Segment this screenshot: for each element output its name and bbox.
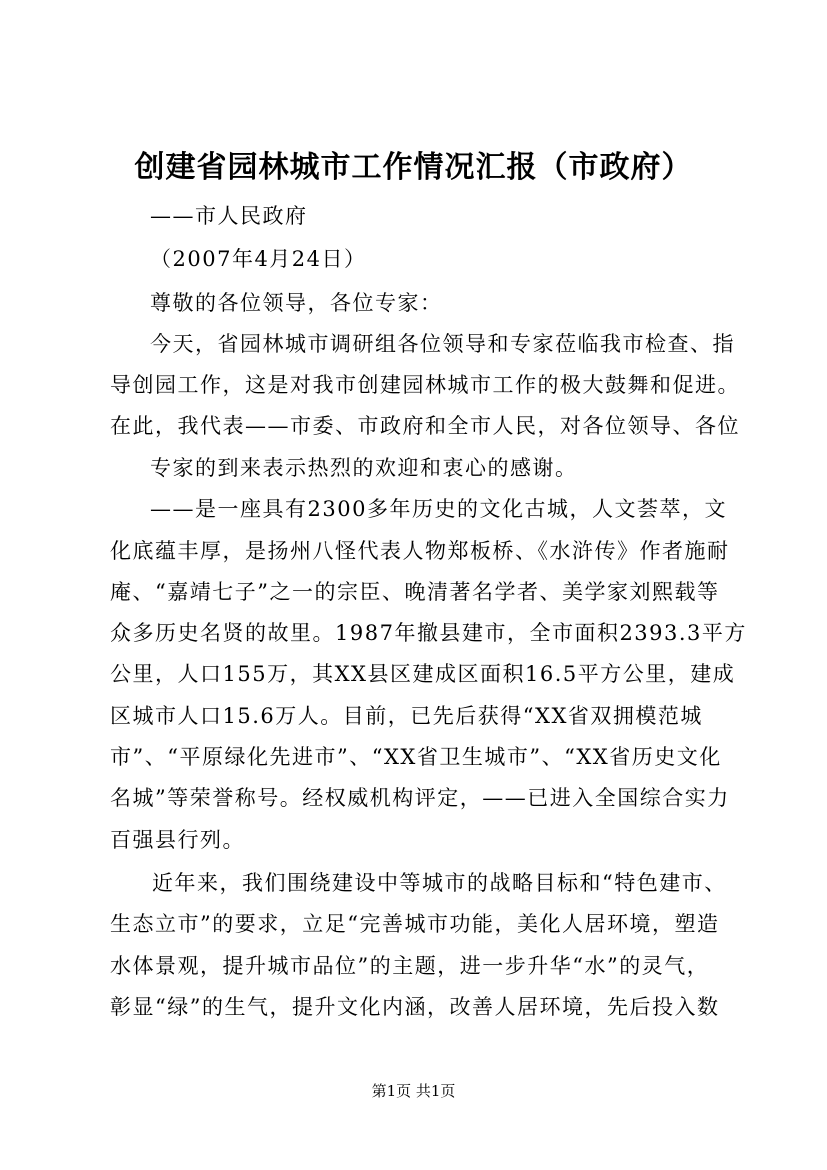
body-line: 生态立市”的要求，立足“完善城市功能，美化人居环境，塑造 <box>110 912 720 936</box>
document-title: 创建省园林城市工作情况汇报（市政府） <box>134 150 693 185</box>
body-line: 导创园工作，这是对我市创建园林城市工作的极大鼓舞和促进。 <box>110 373 740 397</box>
body-line: 在此，我代表——市委、市政府和全市人民，对各位领导、各位 <box>110 414 740 438</box>
body-line: 百强县行列。 <box>110 828 245 852</box>
body-line: 众多历史名贤的故里。1987年撤县建市，全市面积2393.3平方 <box>110 621 747 645</box>
page-footer: 第1页 共1页 <box>371 1082 456 1100</box>
body-line: ——是一座具有2300多年历史的文化古城，人文荟萃，文 <box>150 497 727 521</box>
byline: ——市人民政府 <box>150 204 308 228</box>
body-line: 今天，省园林城市调研组各位领导和专家莅临我市检查、指 <box>150 332 735 356</box>
salutation: 尊敬的各位领导，各位专家： <box>150 291 443 315</box>
body-line: 彰显“绿”的生气，提升文化内涵，改善人居环境，先后投入数 <box>110 995 720 1019</box>
body-line: 近年来，我们围绕建设中等城市的战略目标和“特色建市、 <box>152 871 727 895</box>
body-line: 化底蕴丰厚，是扬州八怪代表人物郑板桥、《水浒传》作者施耐 <box>110 539 730 563</box>
body-line: 名城”等荣誉称号。经权威机构评定，——已进入全国综合实力 <box>110 786 730 810</box>
body-line: 市”、“平原绿化先进市”、“XX省卫生城市”、“XX省历史文化 <box>110 745 722 769</box>
body-line: 庵、“嘉靖七子”之一的宗臣、晚清著名学者、美学家刘熙载等 <box>110 580 720 604</box>
body-line: 专家的到来表示热烈的欢迎和衷心的感谢。 <box>150 456 578 480</box>
body-line: 水体景观，提升城市品位”的主题，进一步升华“水”的灵气， <box>110 954 710 978</box>
document-date: （2007年4月24日） <box>150 247 367 271</box>
body-line: 公里，人口155万，其XX县区建成区面积16.5平方公里，建成 <box>110 662 736 686</box>
body-line: 区城市人口15.6万人。目前，已先后获得“XX省双拥模范城 <box>110 704 703 728</box>
